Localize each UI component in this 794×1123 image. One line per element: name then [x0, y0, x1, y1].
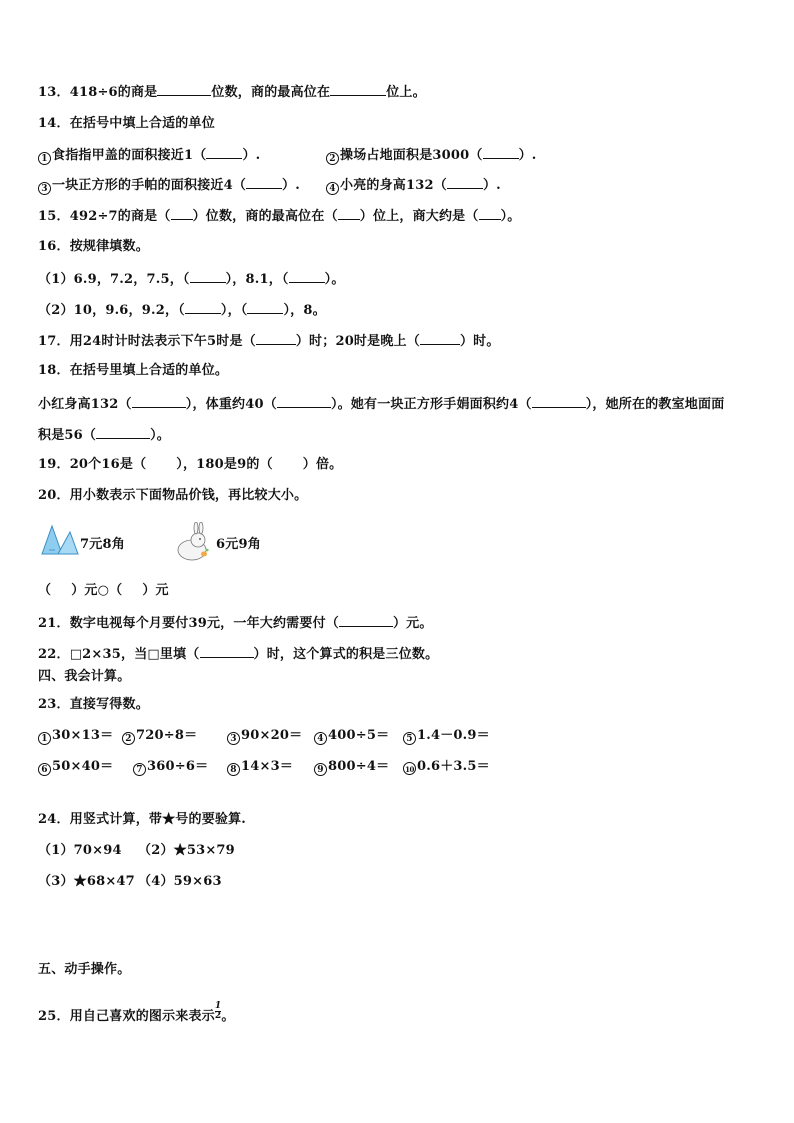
- section-5-heading: 五、动手操作。: [38, 962, 131, 977]
- vertical-calc-4: （4）59×63: [138, 874, 222, 889]
- answer-blank[interactable]: [246, 175, 282, 189]
- question-22: 22．□2×35，当□里填（ ）时，这个算式的积是三位数。: [38, 644, 438, 664]
- section-4-heading: 四、我会计算。: [38, 669, 131, 684]
- answer-blank[interactable]: [256, 331, 296, 345]
- answer-blank[interactable]: [532, 394, 586, 408]
- circled-number: 4: [326, 182, 339, 195]
- answer-blank[interactable]: [277, 394, 331, 408]
- question-21: 21．数字电视每个月要付39元，一年大约需要付（ ）元。: [38, 613, 433, 633]
- vertical-calc-2: （2）★53×79: [138, 843, 235, 858]
- question-14-row-2b: 4 小亮的身高132（ ）.: [326, 175, 501, 195]
- answer-blank[interactable]: [330, 82, 386, 96]
- calc-row-1-item-4: 4 400÷5＝: [314, 727, 389, 745]
- circled-number: 1: [38, 732, 51, 745]
- circled-number: 8: [227, 763, 240, 776]
- answer-blank[interactable]: [206, 145, 242, 159]
- rabbit-toy-image: [170, 522, 214, 562]
- answer-blank[interactable]: [483, 145, 519, 159]
- question-16-line-1: （1）6.9，7.2，7.5，（ ），8.1，（ ）。: [38, 269, 345, 289]
- circled-number: 2: [122, 732, 135, 745]
- calc-row-1-item-3: 3 90×20＝: [227, 727, 302, 745]
- circled-number: 3: [38, 182, 51, 195]
- question-20-answer: （ ）元○（ ）元: [38, 583, 169, 598]
- question-19: 19．20个16是（ ），180是9的（ ）倍。: [38, 457, 343, 472]
- question-14-title: 14．在括号中填上合适的单位: [38, 116, 215, 131]
- calc-row-2-item-1: 6 50×40＝: [38, 758, 113, 776]
- question-20-title: 20．用小数表示下面物品价钱，再比较大小。: [38, 488, 308, 503]
- circled-number: 3: [227, 732, 240, 745]
- calc-row-1-item-2: 2 720÷8＝: [122, 727, 197, 745]
- circled-number: 9: [314, 763, 327, 776]
- circled-number: 1: [38, 152, 51, 165]
- vertical-calc-3: （3）★68×47: [38, 874, 135, 889]
- fraction-one-half: $\frac{1}{2}$: [214, 1001, 222, 1021]
- calc-row-1-item-1: 1 30×13＝: [38, 727, 113, 745]
- circled-number: 4: [314, 732, 327, 745]
- calc-row-2-item-3: 8 14×3＝: [227, 758, 293, 776]
- question-15: 15．492÷7的商是（ ）位数，商的最高位在（ ）位上，商大约是（ ）。: [38, 206, 521, 226]
- triangle-ruler-image: [40, 522, 80, 556]
- question-13: 13．418÷6的商是 位数，商的最高位在 位上。: [38, 82, 426, 102]
- question-16-line-2: （2）10，9.6，9.2，（ ），（ ），8。: [38, 300, 326, 320]
- question-17: 17．用24时计时法表示下午5时是（ ）时；20时是晚上（ ）时。: [38, 331, 500, 351]
- circled-number: 10: [403, 762, 416, 775]
- question-16-title: 16．按规律填数。: [38, 239, 149, 254]
- answer-blank[interactable]: [289, 269, 325, 283]
- question-14-row-1: 1 食指指甲盖的面积接近1（ ）.: [38, 145, 260, 165]
- calc-row-2-item-2: 7 360÷6＝: [133, 758, 208, 776]
- calc-row-2-item-4: 9 800÷4＝: [314, 758, 389, 776]
- answer-blank[interactable]: [247, 300, 283, 314]
- calc-row-2-item-5: 10 0.6＋3.5＝: [403, 758, 490, 776]
- answer-blank[interactable]: [171, 206, 193, 220]
- question-18-title: 18．在括号里填上合适的单位。: [38, 363, 229, 378]
- price-1: 7元8角: [80, 537, 125, 552]
- circled-number: 7: [133, 763, 146, 776]
- answer-blank[interactable]: [338, 206, 360, 220]
- question-23-title: 23．直接写得数。: [38, 697, 149, 712]
- question-14-row-2: 3 一块正方形的手帕的面积接近4（ ）.: [38, 175, 300, 195]
- answer-blank[interactable]: [420, 331, 460, 345]
- vertical-calc-1: （1）70×94: [38, 843, 122, 858]
- answer-blank[interactable]: [200, 644, 254, 658]
- answer-blank[interactable]: [132, 394, 186, 408]
- calc-row-1-item-5: 5 1.4－0.9＝: [403, 727, 490, 745]
- question-18-line-2: 积是56（ ）。: [38, 425, 170, 445]
- answer-blank[interactable]: [157, 82, 211, 96]
- answer-blank[interactable]: [190, 269, 226, 283]
- question-18-line-1: 小红身高132（ ），体重约40（ ）。她有一块正方形手娟面积约4（ ），她所在的教室地面面: [38, 394, 724, 414]
- circled-number: 5: [403, 732, 416, 745]
- answer-blank[interactable]: [185, 300, 221, 314]
- circled-number: 6: [38, 763, 51, 776]
- circled-number: 2: [326, 152, 339, 165]
- answer-blank[interactable]: [339, 613, 393, 627]
- question-25: 25．用自己喜欢的图示来表示 $\frac{1}{2}$ 。: [38, 1001, 235, 1024]
- question-14-row-1b: 2 操场占地面积是3000（ ）.: [326, 145, 537, 165]
- price-2: 6元9角: [216, 537, 261, 552]
- answer-blank[interactable]: [96, 425, 150, 439]
- answer-blank[interactable]: [479, 206, 501, 220]
- answer-blank[interactable]: [447, 175, 483, 189]
- question-24-title: 24．用竖式计算，带★号的要验算.: [38, 812, 247, 827]
